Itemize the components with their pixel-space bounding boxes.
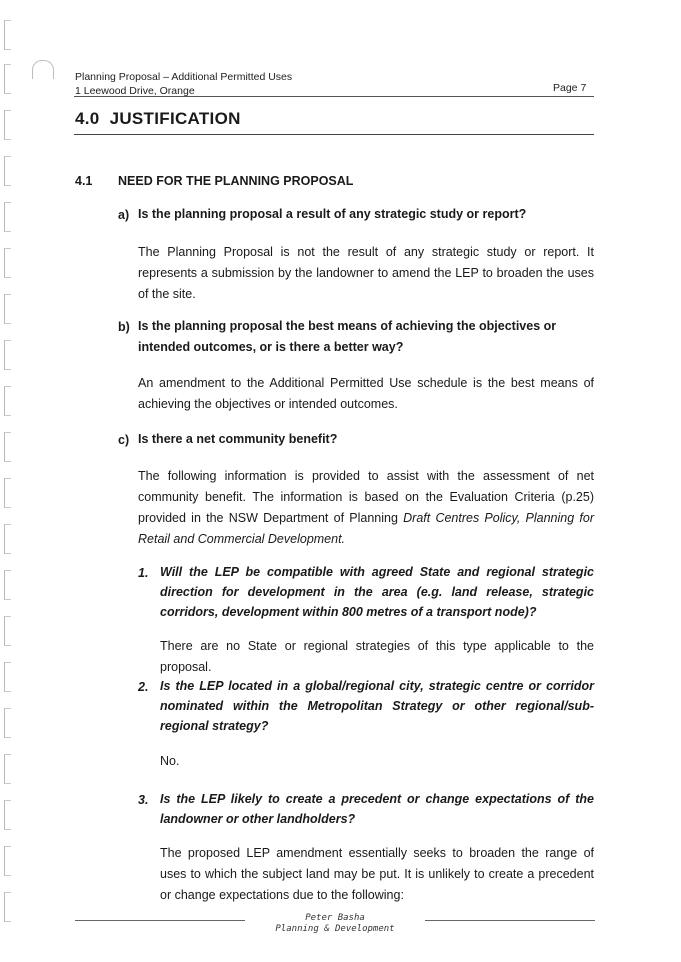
criterion-3-answer: The proposed LEP amendment essentially seeks to broaden the range of uses to which the subject land may be put. It is unlikely to create a precedent or change expectations due to the following: [160, 846, 594, 902]
header-address: 1 Leewood Drive, Orange [75, 85, 195, 97]
criterion-3-label: 3. [138, 793, 149, 807]
header-title: Planning Proposal – Additional Permitted Uses [75, 71, 293, 83]
question-b-text: Is the planning proposal the best means of achieving the objectives or intended outcomes, or is there a better way? [138, 319, 557, 354]
question-b-answer: An amendment to the Additional Permitted Use schedule is the best means of achieving the objectives or intended outcomes. [138, 376, 594, 411]
punch-hole-mark [32, 60, 54, 79]
criterion-1-answer: There are no State or regional strategies of this type applicable to the proposal. [160, 639, 594, 674]
page-number: Page 7 [553, 82, 587, 94]
question-a-answer: The Planning Proposal is not the result of any strategic study or report. It represents a submission by the landowner to amend the LEP to broaden the uses of the site. [138, 245, 594, 301]
question-c-answer-text: The following information is provided to assist with the assessment of net community benefit. The information is based on the Evaluation Criteria (p.25) provided in the NSW Department of Planning [138, 469, 594, 525]
question-c-answer-policy-title: Draft Centres Policy, Planning for Retail and Commercial Development. [138, 511, 594, 546]
binding-marks [4, 0, 16, 962]
section-heading: 4.0 JUSTIFICATION [75, 109, 241, 128]
footer-rule-left [75, 920, 245, 921]
header-divider [74, 96, 594, 97]
question-c-text: Is there a net community benefit? [138, 432, 338, 446]
footer-rule-right [425, 920, 595, 921]
criterion-1-label: 1. [138, 566, 149, 580]
criterion-1-text: Will the LEP be compatible with agreed State and regional strategic direction for development in the area (e.g. land release, strategic corridors, development within 800 metres of a transport node)? [160, 565, 594, 619]
criterion-2-answer: No. [160, 754, 180, 768]
criterion-2-label: 2. [138, 680, 149, 694]
criterion-2-text: Is the LEP located in a global/regional city, strategic centre or corridor nominated within the Metropolitan Strategy or other regional/sub-regional strategy? [160, 679, 594, 733]
subsection-number: 4.1 [75, 174, 93, 188]
question-a-label: a) [118, 208, 130, 222]
question-c-label: c) [118, 433, 130, 447]
criterion-3-text: Is the LEP likely to create a precedent or change expectations of the landowner or other landholders? [160, 792, 594, 826]
subsection-title: NEED FOR THE PLANNING PROPOSAL [118, 174, 354, 188]
question-b-label: b) [118, 320, 130, 334]
footer-name: Peter Basha [305, 913, 365, 923]
question-c-answer [138, 466, 594, 550]
question-a-text: Is the planning proposal a result of any strategic study or report? [138, 207, 527, 221]
section-divider [74, 134, 594, 135]
footer-company: Planning & Development [275, 924, 395, 934]
